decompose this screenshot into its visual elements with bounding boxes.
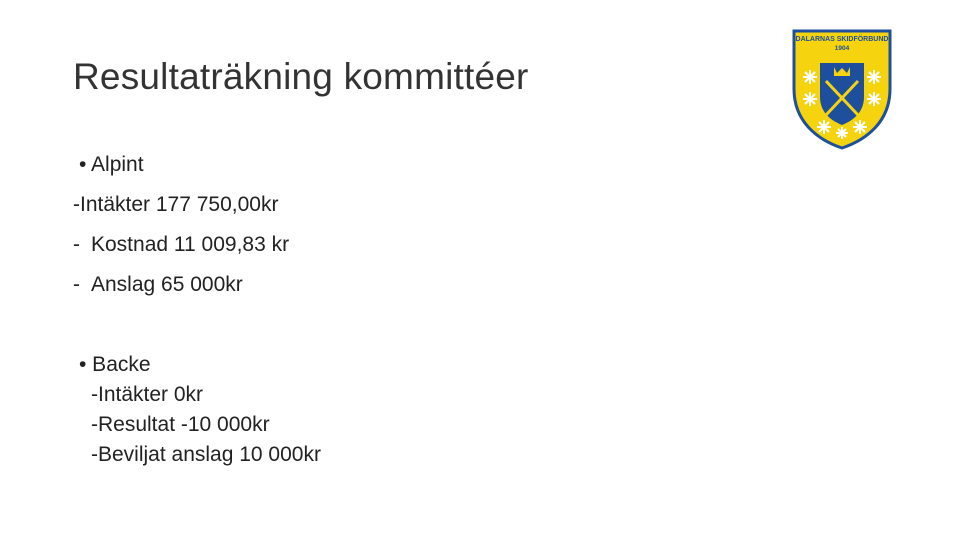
alpint-grant: Anslag 65 000kr [91, 273, 243, 296]
logo-text-top: DALARNAS SKIDFÖRBUND [795, 36, 889, 43]
dalarnas-skidforbund-logo [790, 27, 894, 151]
section-heading-backe: • Backe [79, 353, 151, 376]
alpint-cost: Kostnad 11 009,83 kr [91, 233, 290, 256]
slide-title: Resultaträkning kommittéer [73, 56, 529, 97]
backe-result: -Resultat -10 000kr [91, 413, 270, 436]
alpint-income: -Intäkter 177 750,00kr [73, 193, 279, 216]
logo-year: 1904 [834, 45, 850, 52]
alpint-dash-1: - [73, 233, 80, 256]
section-heading-alpint: • Alpint [79, 153, 144, 176]
alpint-dash-2: - [73, 273, 80, 296]
backe-grant: -Beviljat anslag 10 000kr [91, 443, 321, 466]
backe-income: -Intäkter 0kr [91, 383, 204, 406]
